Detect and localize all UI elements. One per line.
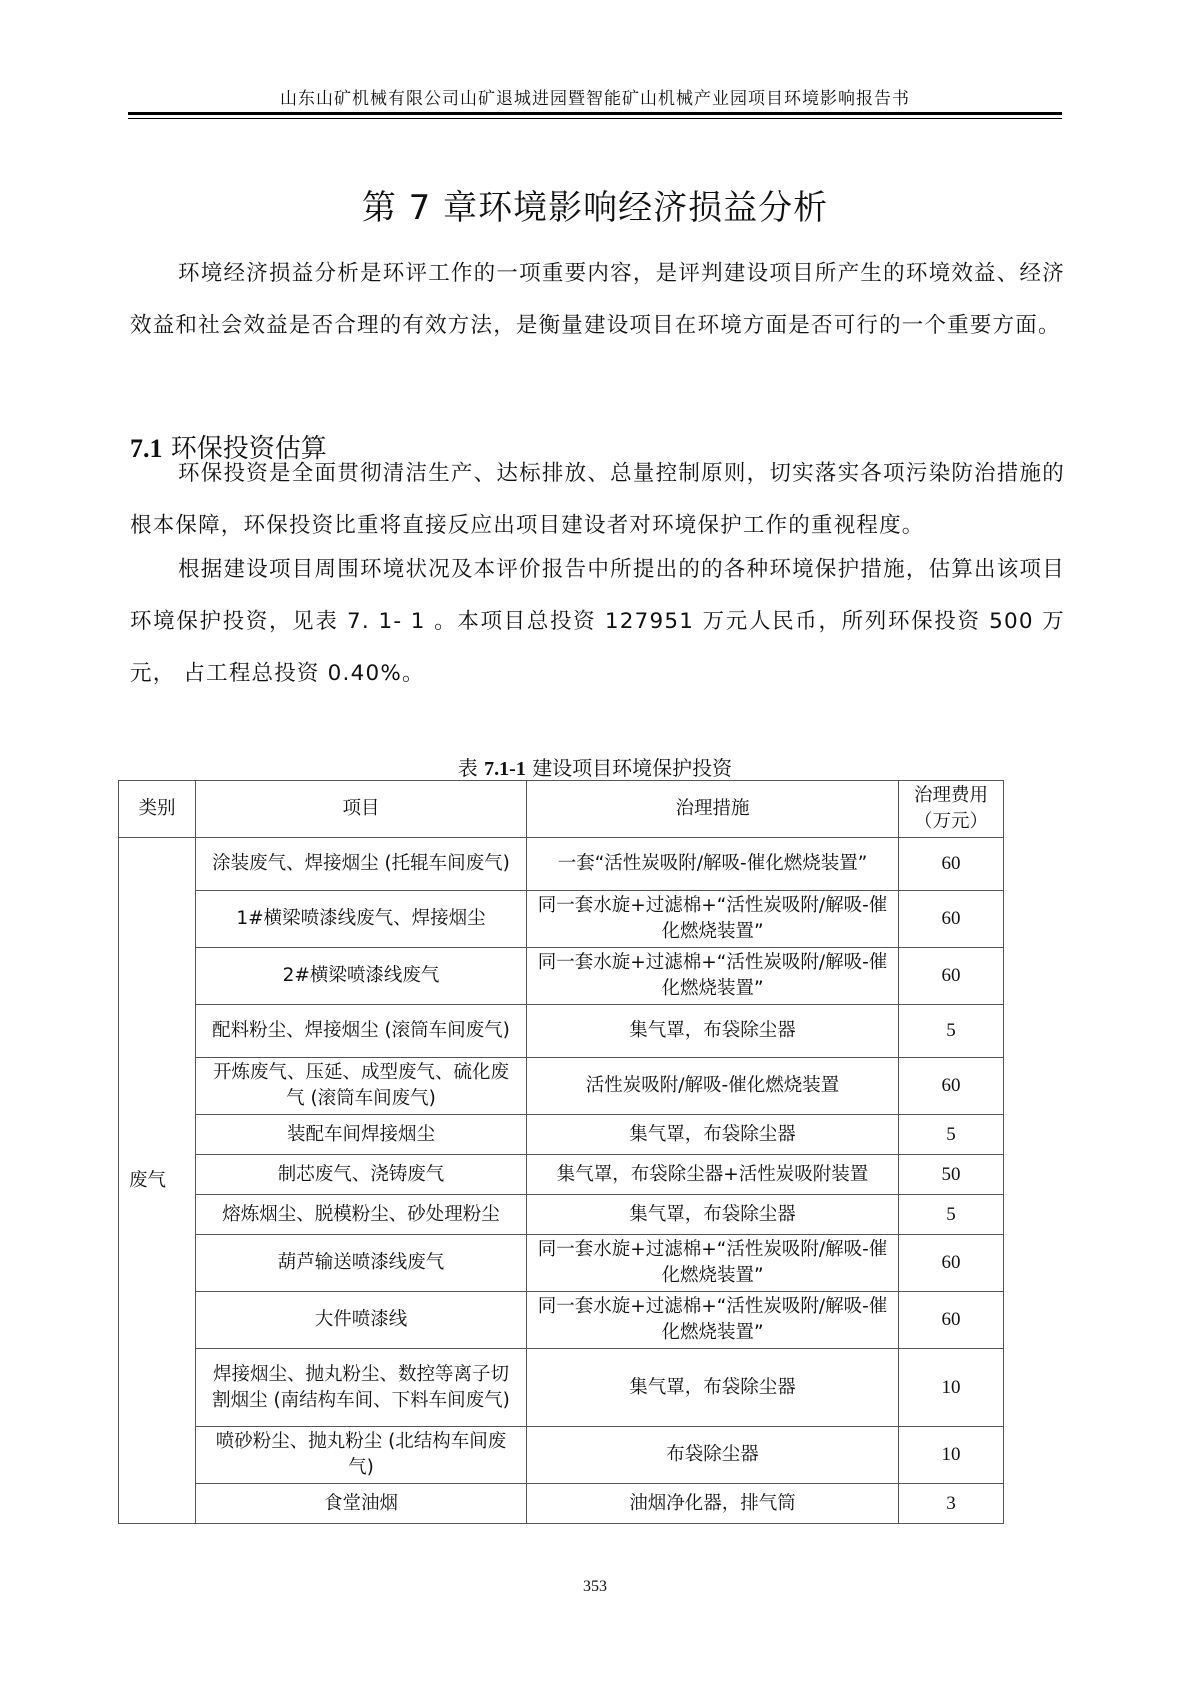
header-item: 项目 [196,781,527,838]
cost-cell: 60 [899,948,1004,1005]
table-header-row [119,781,1004,838]
cost-cell: 3 [899,1484,1004,1524]
table-row [119,1427,1004,1484]
caption-prefix: 表 [457,756,478,780]
cost-cell: 60 [899,1058,1004,1115]
measure-cell: 同一套水旋+过滤棉+“活性炭吸附/解吸-催化燃烧装置” [527,1235,899,1292]
measure-cell: 一套“活性炭吸附/解吸-催化燃烧装置” [527,838,899,891]
table-row [119,1058,1004,1115]
cost-cell: 5 [899,1195,1004,1235]
category-cell: 废气 [119,838,196,1524]
cost-cell: 50 [899,1155,1004,1195]
cost-cell: 10 [899,1427,1004,1484]
cost-cell: 60 [899,891,1004,948]
table-row [119,891,1004,948]
item-cell: 2#横梁喷漆线废气 [196,948,527,1005]
item-cell: 1#横梁喷漆线废气、焊接烟尘 [196,891,527,948]
item-cell: 食堂油烟 [196,1484,527,1524]
section-title: 环保投资估算 [170,434,327,464]
cost-cell: 60 [899,1292,1004,1349]
section-paragraph-2: 根据建设项目周围环境状况及本评价报告中所提出的的各种环境保护措施，估算出该项目环境保护投资，见表 7. 1- 1 。本项目总投资 127951 万元人民币，所列环保投资 500 万元， 占工程总投资 0.40%。 [130,557,1065,686]
table-row [119,1005,1004,1058]
chapter-title: 第 7 章环境影响经济损益分析 [361,188,829,228]
measure-cell: 集气罩，布袋除尘器 [527,1349,899,1427]
header-cost-line1: 治理费用 [913,785,988,806]
section-number: 7.1 [130,434,163,463]
table-row [119,948,1004,1005]
caption-number: 7.1-1 [484,758,526,780]
item-cell: 大件喷漆线 [196,1292,527,1349]
measure-cell: 同一套水旋+过滤棉+“活性炭吸附/解吸-催化燃烧装置” [527,948,899,1005]
measure-cell: 集气罩，布袋除尘器 [527,1005,899,1058]
item-cell: 开炼废气、压延、成型废气、硫化废气 (滚筒车间废气) [196,1058,527,1115]
item-cell: 涂装废气、焊接烟尘 (托辊车间废气) [196,838,527,891]
cost-cell: 60 [899,838,1004,891]
measure-cell: 同一套水旋+过滤棉+“活性炭吸附/解吸-催化燃烧装置” [527,891,899,948]
table-row [119,838,1004,891]
header-rule-thin [128,118,1062,119]
running-header: 山东山矿机械有限公司山矿退城进园暨智能矿山机械产业园项目环境影响报告书 [280,89,910,109]
table-row [119,1349,1004,1427]
cost-cell: 5 [899,1005,1004,1058]
measure-cell: 活性炭吸附/解吸-催化燃烧装置 [527,1058,899,1115]
page-number: 353 [583,1578,607,1595]
measure-cell: 集气罩，布袋除尘器 [527,1115,899,1155]
header-cost [899,781,1004,838]
cost-cell: 5 [899,1115,1004,1155]
item-cell: 配料粉尘、焊接烟尘 (滚筒车间废气) [196,1005,527,1058]
intro-paragraph: 环境经济损益分析是环评工作的一项重要内容，是评判建设项目所产生的环境效益、经济效益和社会效益是否合理的有效方法，是衡量建设项目在环境方面是否可行的一个重要方面。 [130,261,1065,338]
header-category: 类别 [119,781,196,838]
measure-cell: 油烟净化器，排气筒 [527,1484,899,1524]
header-cost-line2: （万元） [913,811,988,832]
measure-cell: 同一套水旋+过滤棉+“活性炭吸附/解吸-催化燃烧装置” [527,1292,899,1349]
investment-table [118,780,1004,1524]
cost-cell: 60 [899,1235,1004,1292]
table-row [119,1235,1004,1292]
item-cell: 葫芦输送喷漆线废气 [196,1235,527,1292]
measure-cell: 集气罩，布袋除尘器+活性炭吸附装置 [527,1155,899,1195]
caption-title: 建设项目环境保护投资 [532,756,733,780]
table-row [119,1484,1004,1524]
item-cell: 熔炼烟尘、脱模粉尘、砂处理粉尘 [196,1195,527,1235]
cost-cell: 10 [899,1349,1004,1427]
table-row [119,1292,1004,1349]
section-paragraph-1: 环保投资是全面贯彻清洁生产、达标排放、总量控制原则，切实落实各项污染防治措施的根本保障，环保投资比重将直接反应出项目建设者对环境保护工作的重视程度。 [130,461,1065,538]
header-rule-thick [128,112,1062,115]
table-row [119,1155,1004,1195]
measure-cell: 布袋除尘器 [527,1427,899,1484]
table-caption [128,752,1062,781]
item-cell: 焊接烟尘、抛丸粉尘、数控等离子切割烟尘 (南结构车间、下料车间废气) [196,1349,527,1427]
item-cell: 装配车间焊接烟尘 [196,1115,527,1155]
header-measure: 治理措施 [527,781,899,838]
item-cell: 喷砂粉尘、抛丸粉尘 (北结构车间废气) [196,1427,527,1484]
table-row [119,1115,1004,1155]
measure-cell: 集气罩，布袋除尘器 [527,1195,899,1235]
item-cell: 制芯废气、浇铸废气 [196,1155,527,1195]
table-row [119,1195,1004,1235]
